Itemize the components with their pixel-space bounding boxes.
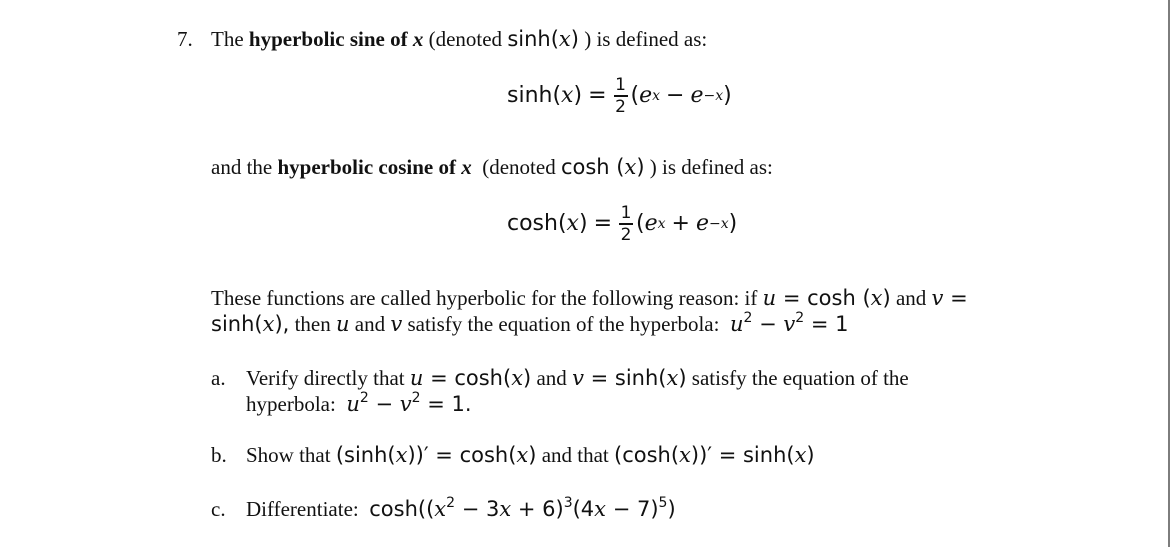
part-a-line-2: hyperbola: $u^2 - v^2 = 1$. [246,390,472,416]
reason-line-2: sinh(x), then u and v satisfy the equation of the hyperbola: $u^2 - v^2 = 1$ [211,310,849,336]
part-b-line: Show that (sinh(x))′ = cosh(x) and that (cosh(x))′ = sinh(x) [246,443,815,467]
cosh-definition-equation: cosh( x ) = $\frac{1}{2}$ ( e x + e −x ) [507,203,738,245]
cosh-intro-line: and the hyperbolic cosine of x (denoted cosh (x) ) is defined as: [211,155,773,179]
part-c-line: Differentiate: $\cosh((x^2 - 3x + 6)^3(4x - 7)^5)$ [246,495,676,521]
part-a-line-1: Verify directly that u = cosh(x) and v = sinh(x) satisfy the equation of the [246,366,909,390]
part-a-label: a. [211,366,226,390]
fraction-one-half: $\frac{1}{2}$ [620,203,632,245]
term-hyperbolic-cosine: hyperbolic cosine of [277,155,462,179]
problem-number: 7. [177,27,193,51]
fraction-one-half: $\frac{1}{2}$ [615,75,626,117]
part-b-label: b. [211,443,227,467]
part-c-label: c. [211,497,226,521]
sinh-definition-equation: sinh( x ) = $\frac{1}{2}$ ( e x − e −x ) [507,75,732,117]
sinh-intro-line: The hyperbolic sine of x (denoted sinh(x) ) is defined as: [211,27,708,51]
term-hyperbolic-sine: hyperbolic sine of [248,27,413,51]
reason-line-1: These functions are called hyperbolic for the following reason: if u = cosh (x) and v = [211,286,968,310]
